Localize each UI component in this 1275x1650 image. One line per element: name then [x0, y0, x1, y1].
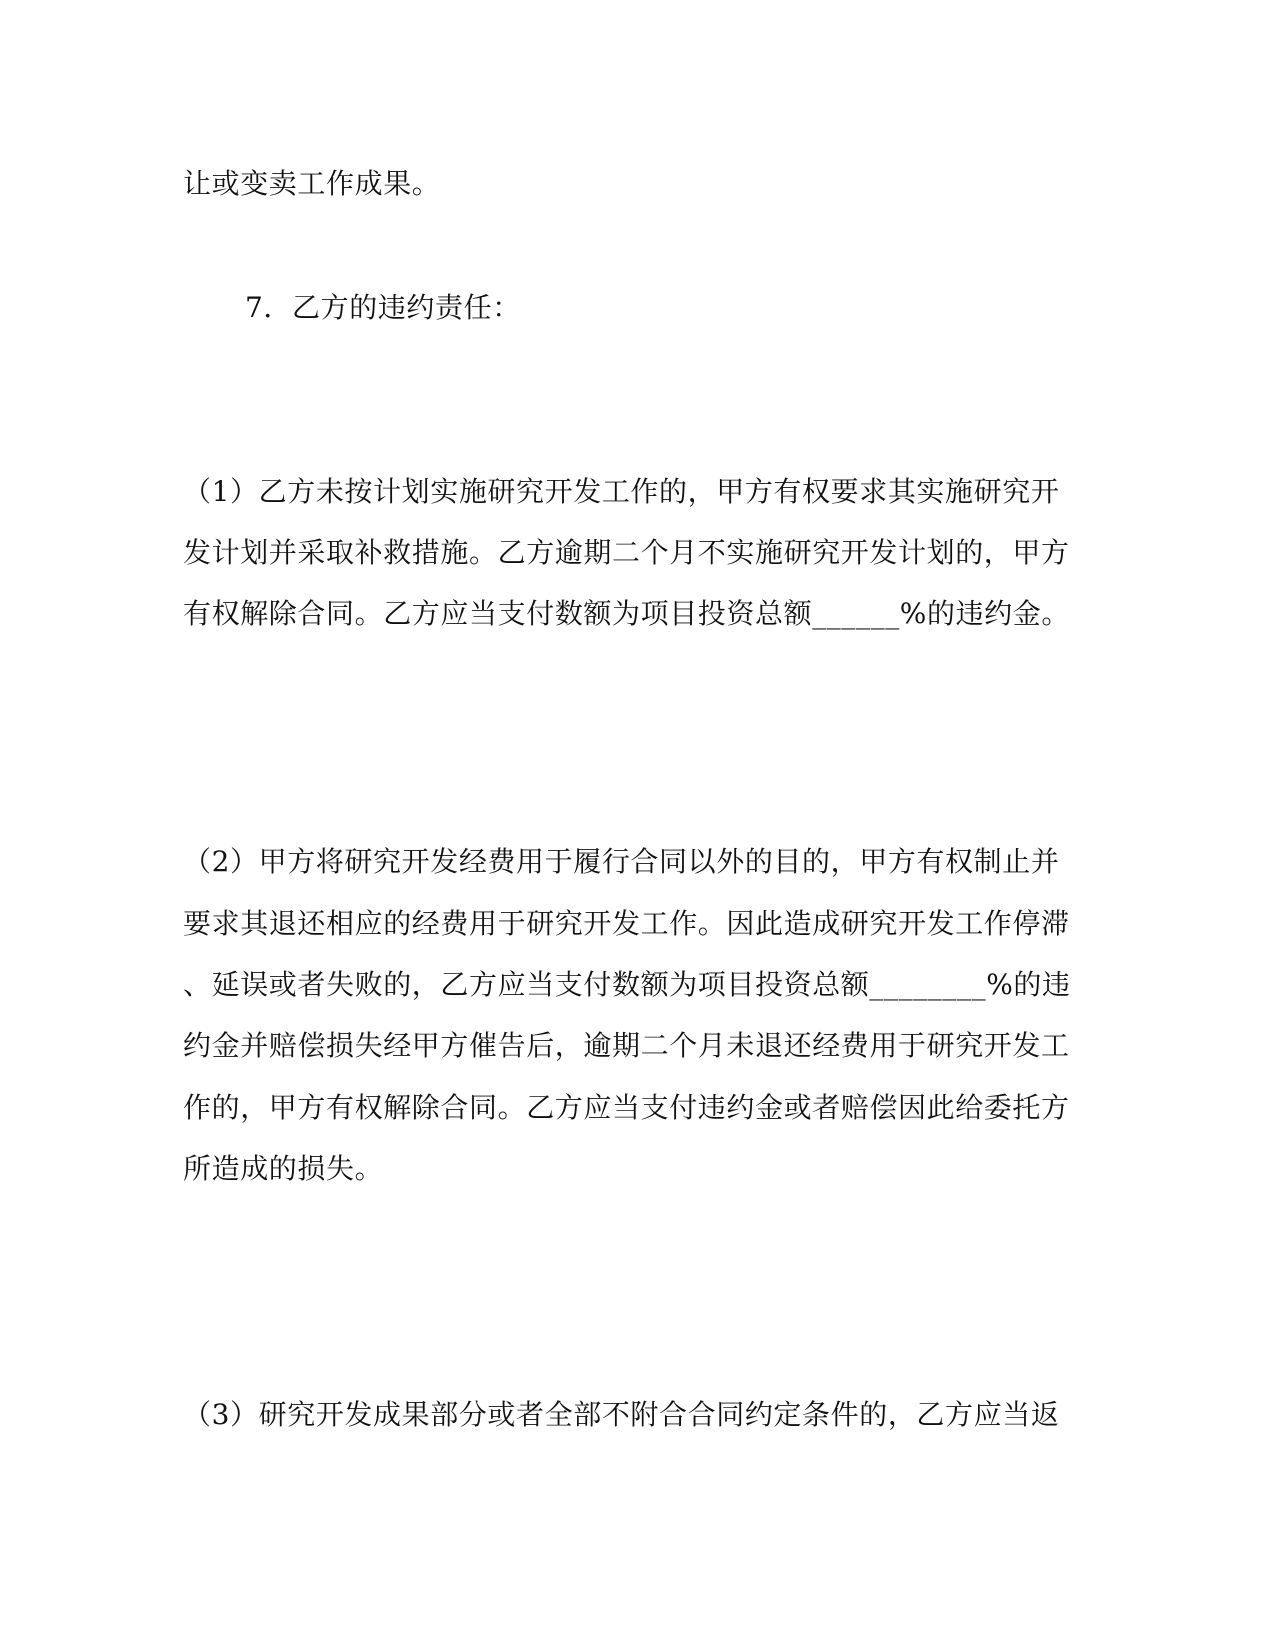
text-line: （3）研究开发成果部分或者全部不附合合同约定条件的，乙方应当返: [183, 1398, 1060, 1431]
text-line: 、延误或者失败的，乙方应当支付数额为项目投资总额________%的违: [183, 968, 1071, 1001]
text-line: 作的，甲方有权解除合同。乙方应当支付违约金或者赔偿因此给委托方: [183, 1091, 1070, 1124]
text-line: 所造成的损失。: [183, 1152, 384, 1185]
section-heading: 7．乙方的违约责任：: [245, 291, 521, 324]
text-line: （1）乙方未按计划实施研究开发工作的，甲方有权要求其实施研究开: [183, 475, 1060, 508]
text-line: （2）甲方将研究开发经费用于履行合同以外的目的，甲方有权制止并: [183, 845, 1060, 878]
text-line: 有权解除合同。乙方应当支付数额为项目投资总额______%的违约金。: [183, 597, 1071, 630]
text-line: 发计划并采取补救措施。乙方逾期二个月不实施研究开发计划的，甲方: [183, 536, 1070, 569]
text-line: 约金并赔偿损失经甲方催告后，逾期二个月未退还经费用于研究开发工: [183, 1029, 1070, 1062]
text-line: 要求其退还相应的经费用于研究开发工作。因此造成研究开发工作停滞: [183, 907, 1070, 940]
text-line: 让或变卖工作成果。: [183, 167, 441, 200]
